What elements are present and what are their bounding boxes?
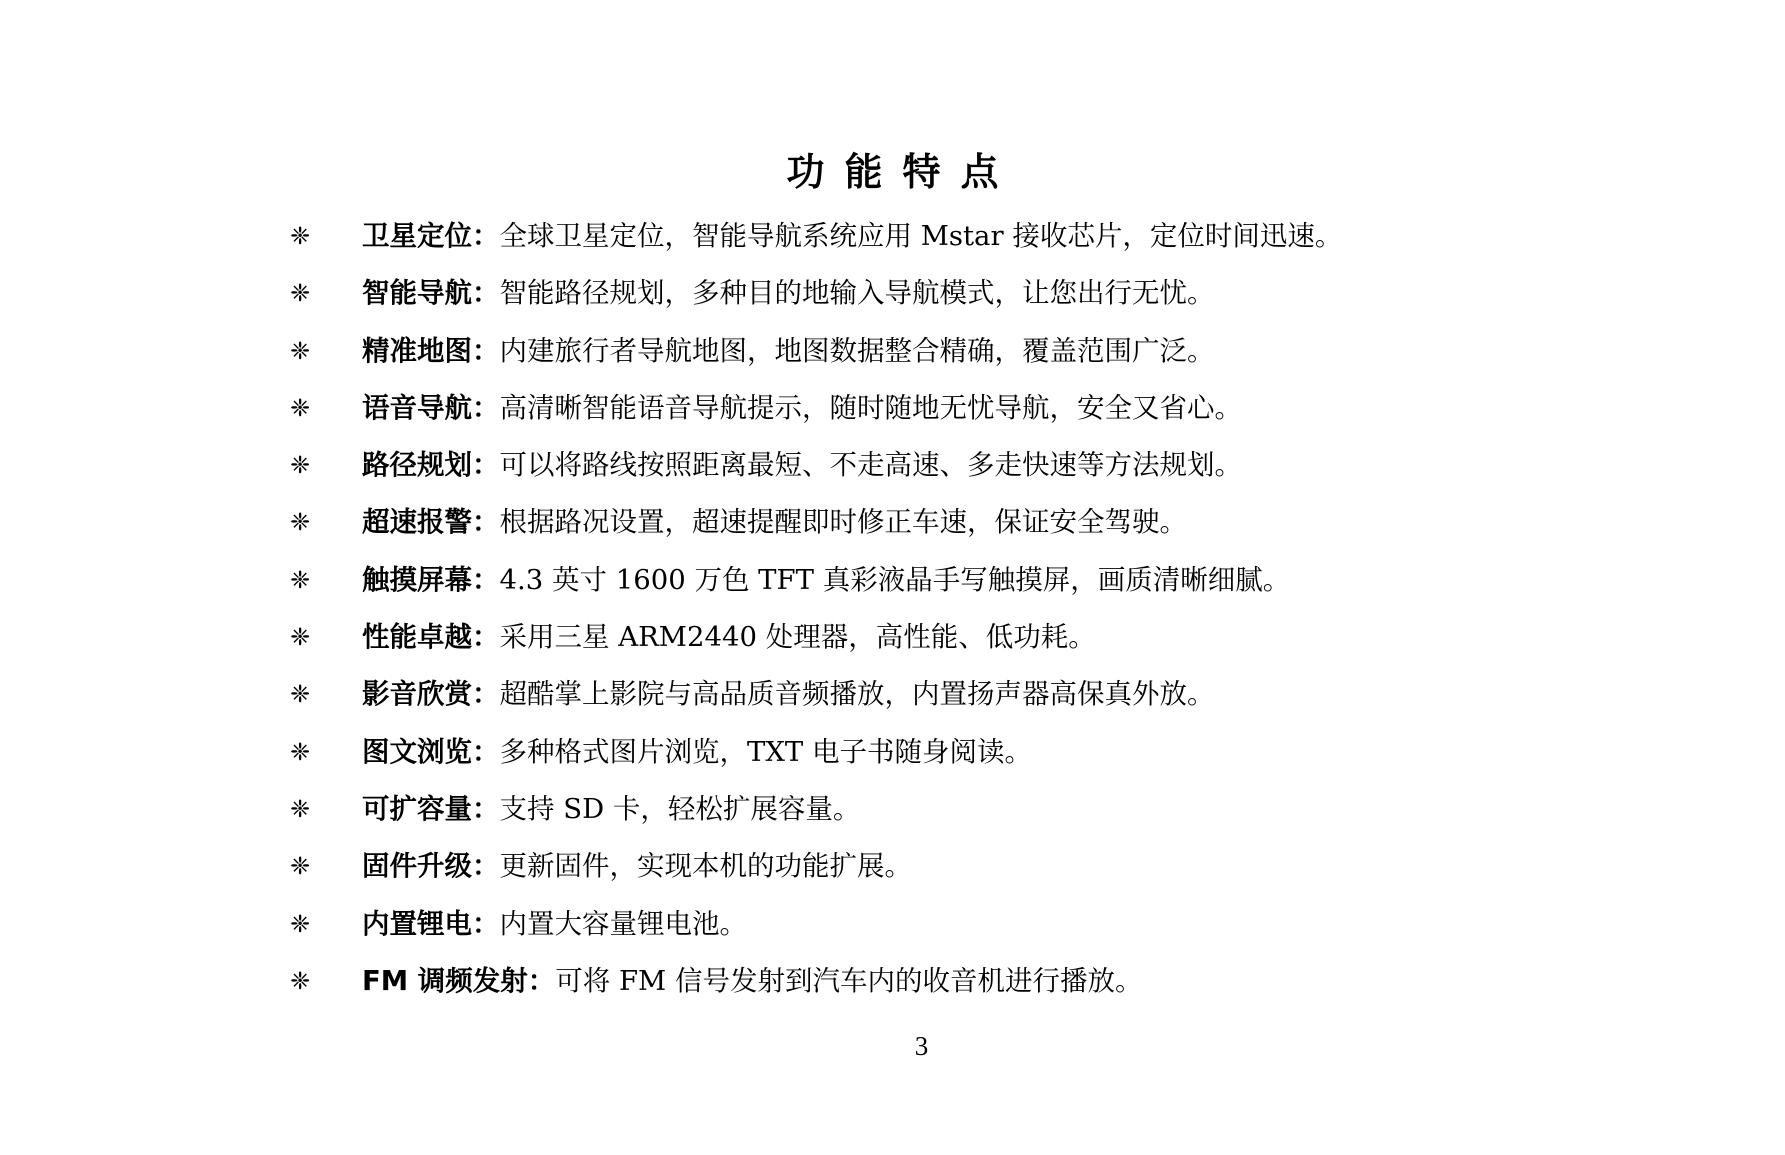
list-item xyxy=(290,327,1342,384)
feature-label: 语音导航： xyxy=(362,391,500,424)
bullet-icon: ❈ xyxy=(290,508,311,537)
feature-description: 支持 SD 卡，轻松扩展容量。 xyxy=(499,792,861,825)
list-item xyxy=(290,556,1342,613)
bullet-icon: ❈ xyxy=(290,852,311,881)
feature-description: 根据路况设置，超速提醒即时修正车速，保证安全驾驶。 xyxy=(499,506,1187,539)
feature-label: 图文浏览： xyxy=(362,735,500,768)
feature-description: 高清晰智能语音导航提示，随时随地无忧导航，安全又省心。 xyxy=(499,391,1242,424)
feature-label: 触摸屏幕： xyxy=(362,563,500,596)
feature-label: 可扩容量： xyxy=(362,792,500,825)
bullet-icon: ❈ xyxy=(290,393,311,422)
bullet-icon: ❈ xyxy=(290,680,311,709)
feature-list xyxy=(290,212,1342,1014)
bullet-icon: ❈ xyxy=(290,623,311,652)
list-item xyxy=(290,498,1342,555)
feature-label: 影音欣赏： xyxy=(362,678,500,711)
feature-description: 智能路径规划，多种目的地输入导航模式，让您出行无忧。 xyxy=(499,277,1215,310)
feature-description: 更新固件，实现本机的功能扩展。 xyxy=(499,850,912,883)
feature-label: FM 调频发射： xyxy=(362,964,556,997)
bullet-icon: ❈ xyxy=(290,737,311,766)
bullet-icon: ❈ xyxy=(290,336,311,365)
list-item xyxy=(290,212,1342,269)
feature-label: 卫星定位： xyxy=(362,220,500,252)
list-item xyxy=(290,269,1342,326)
list-item xyxy=(290,728,1342,785)
bullet-icon: ❈ xyxy=(290,794,311,823)
bullet-icon: ❈ xyxy=(290,451,311,480)
feature-description: 内置大容量锂电池。 xyxy=(499,907,747,940)
page-title: 功能特点 xyxy=(786,150,1019,194)
list-item xyxy=(290,957,1342,1014)
list-item xyxy=(290,670,1342,727)
feature-label: 固件升级： xyxy=(362,850,500,883)
feature-description: 内建旅行者导航地图，地图数据整合精确，覆盖范围广泛。 xyxy=(499,334,1215,367)
list-item xyxy=(290,441,1342,498)
feature-description: 超酷掌上影院与高品质音频播放，内置扬声器高保真外放。 xyxy=(499,678,1215,711)
list-item xyxy=(290,613,1342,670)
feature-label: 超速报警： xyxy=(362,506,500,539)
feature-description: 可将 FM 信号发射到汽车内的收音机进行播放。 xyxy=(555,964,1143,997)
list-item xyxy=(290,900,1342,957)
bullet-icon: ❈ xyxy=(290,279,311,308)
list-item xyxy=(290,785,1342,842)
page-number: 3 xyxy=(914,1031,929,1061)
feature-description: 4.3 英寸 1600 万色 TFT 真彩液晶手写触摸屏，画质清晰细腻。 xyxy=(499,563,1291,596)
list-item xyxy=(290,842,1342,899)
feature-description: 多种格式图片浏览，TXT 电子书随身阅读。 xyxy=(499,735,1033,768)
feature-label: 内置锂电： xyxy=(362,907,500,940)
feature-label: 路径规划： xyxy=(362,449,500,482)
feature-label: 智能导航： xyxy=(362,277,500,310)
feature-description: 全球卫星定位，智能导航系统应用 Mstar 接收芯片，定位时间迅速。 xyxy=(499,220,1343,252)
feature-description: 采用三星 ARM2440 处理器，高性能、低功耗。 xyxy=(499,621,1096,654)
bullet-icon: ❈ xyxy=(290,565,311,594)
bullet-icon: ❈ xyxy=(290,222,311,250)
bullet-icon: ❈ xyxy=(290,909,311,938)
feature-label: 精准地图： xyxy=(362,334,500,367)
feature-label: 性能卓越： xyxy=(362,621,500,654)
list-item xyxy=(290,384,1342,441)
feature-description: 可以将路线按照距离最短、不走高速、多走快速等方法规划。 xyxy=(499,449,1242,482)
bullet-icon: ❈ xyxy=(290,966,311,995)
